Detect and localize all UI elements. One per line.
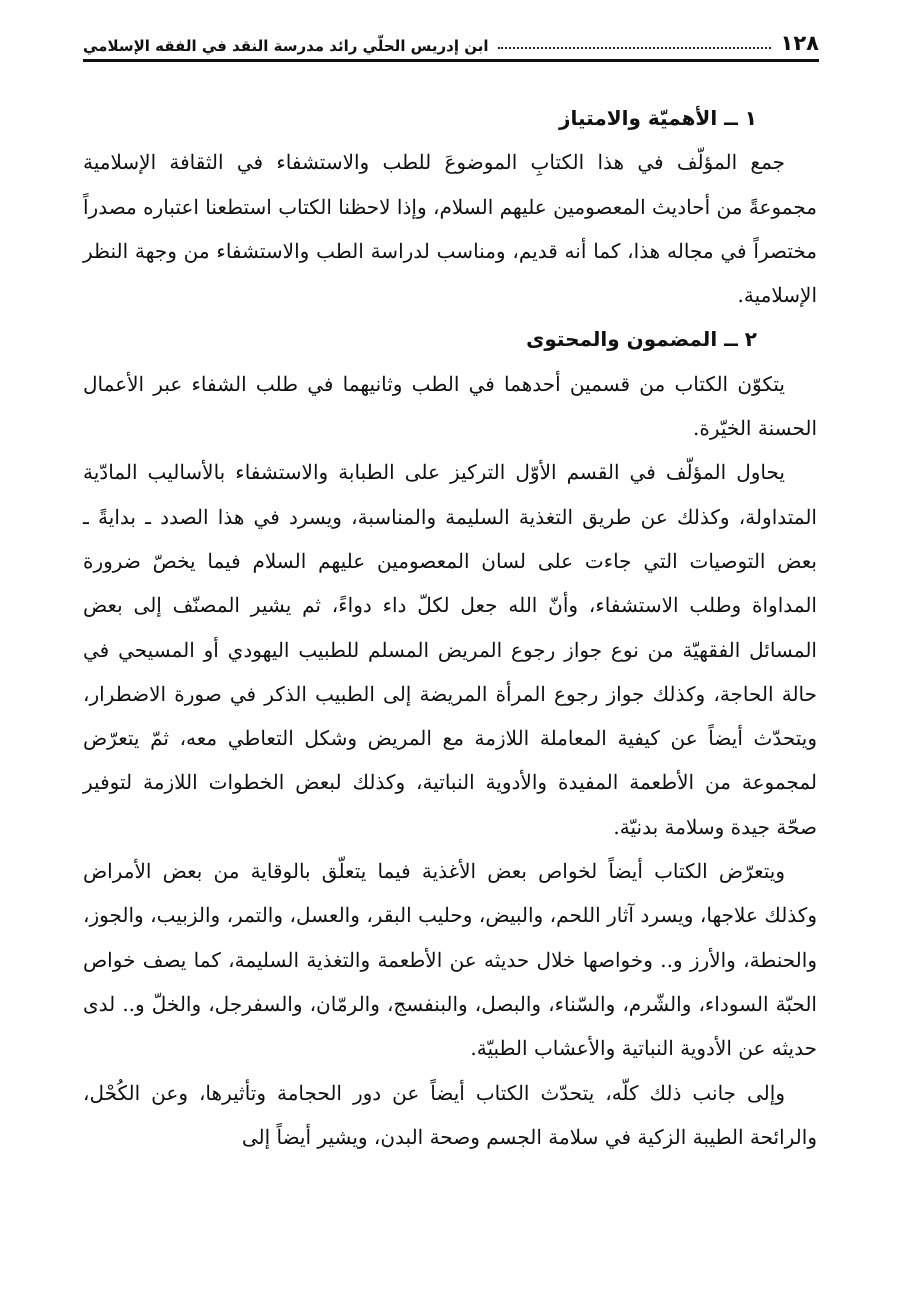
- section-heading-importance: ١ ــ الأهميّة والامتياز: [558, 106, 757, 130]
- paragraph: جمع المؤلّف في هذا الكتابِ الموضوعَ للطب والاستشفاء في الثقافة الإسلامية مجموعةً من أحاديث المعصومين عليهم السلام، وإذا لاحظنا الكتاب استطعنا اعتباره مصدراً مختصراً في مجاله هذا، كما أنه قديم، ومناسب لدراسة الطب والاستشفاء من وجهة النظر الإسلامية.: [83, 150, 817, 308]
- paragraph: يحاول المؤلّف في القسم الأوّل التركيز على الطبابة والاستشفاء بالأساليب المادّية المتداولة، وكذلك عن طريق التغذية السليمة والمناسبة، ويسرد في هذا الصدد ـ بدايةً ـ بعض التوصيات التي جاءت على لسان المعصومين عليهم السلام فيما يخصّ ضرورة المداواة وطلب الاستشفاء، وأنّ الله جعل لكلّ داء دواءً، ثم يشير المصنّف إلى بعض المسائل الفقهيّة من نوع جواز رجوع المريض المسلم للطبيب اليهودي أو المسيحي في حالة الحاجة، وكذلك جواز رجوع المرأة المريضة إلى الطبيب الذكر في صورة الاضطرار، ويتحدّث أيضاً عن كيفية المعاملة اللازمة مع المريض وشكل التعاطي معه، ثمّ يتعرّض لمجموعة من الأطعمة المفيدة والأدوية النباتية، وكذلك لبعض الخطوات اللازمة لتوفير صحّة جيدة وسلامة بدنيّة.: [83, 460, 817, 839]
- header-dotted-leader: [498, 46, 770, 49]
- body-text: [83, 96, 817, 1159]
- paragraph: يتكوّن الكتاب من قسمين أحدهما في الطب وثانيهما في طلب الشفاء عبر الأعمال الحسنة الخيّرة.: [83, 371, 817, 441]
- paragraph: ويتعرّض الكتاب أيضاً لخواص بعض الأغذية فيما يتعلّق بالوقاية من بعض الأمراض وكذلك علاجها، ويسرد آثار اللحم، والبيض، وحليب البقر، والعسل، والتمر، والزبيب، والجوز، والحنطة، والأرز و.. وخواصها خلال حديثه عن الأطعمة والتغذية السليمة، كما يصف خواص الحبّة السوداء، والشّرم، والسّناء، والبصل، والبنفسج، والرمّان، والسفرجل، والخلّ و.. لدى حديثه عن الأدوية النباتية والأعشاب الطبيّة.: [83, 859, 817, 1061]
- page-number: ١٢٨: [780, 31, 819, 55]
- running-title: ابن إدريس الحلّي رائد مدرسة النقد في الفقه الإسلامي: [83, 37, 489, 55]
- running-header: [83, 28, 819, 62]
- section-heading-content: ٢ ــ المضمون والمحتوى: [526, 327, 757, 352]
- paragraph: وإلى جانب ذلك كلّه، يتحدّث الكتاب أيضاً عن دور الحجامة وتأثيرها، وعن الكُحْل، والرائحة الطيبة الزكية في سلامة الجسم وصحة البدن، ويشير أيضاً إلى: [83, 1080, 817, 1149]
